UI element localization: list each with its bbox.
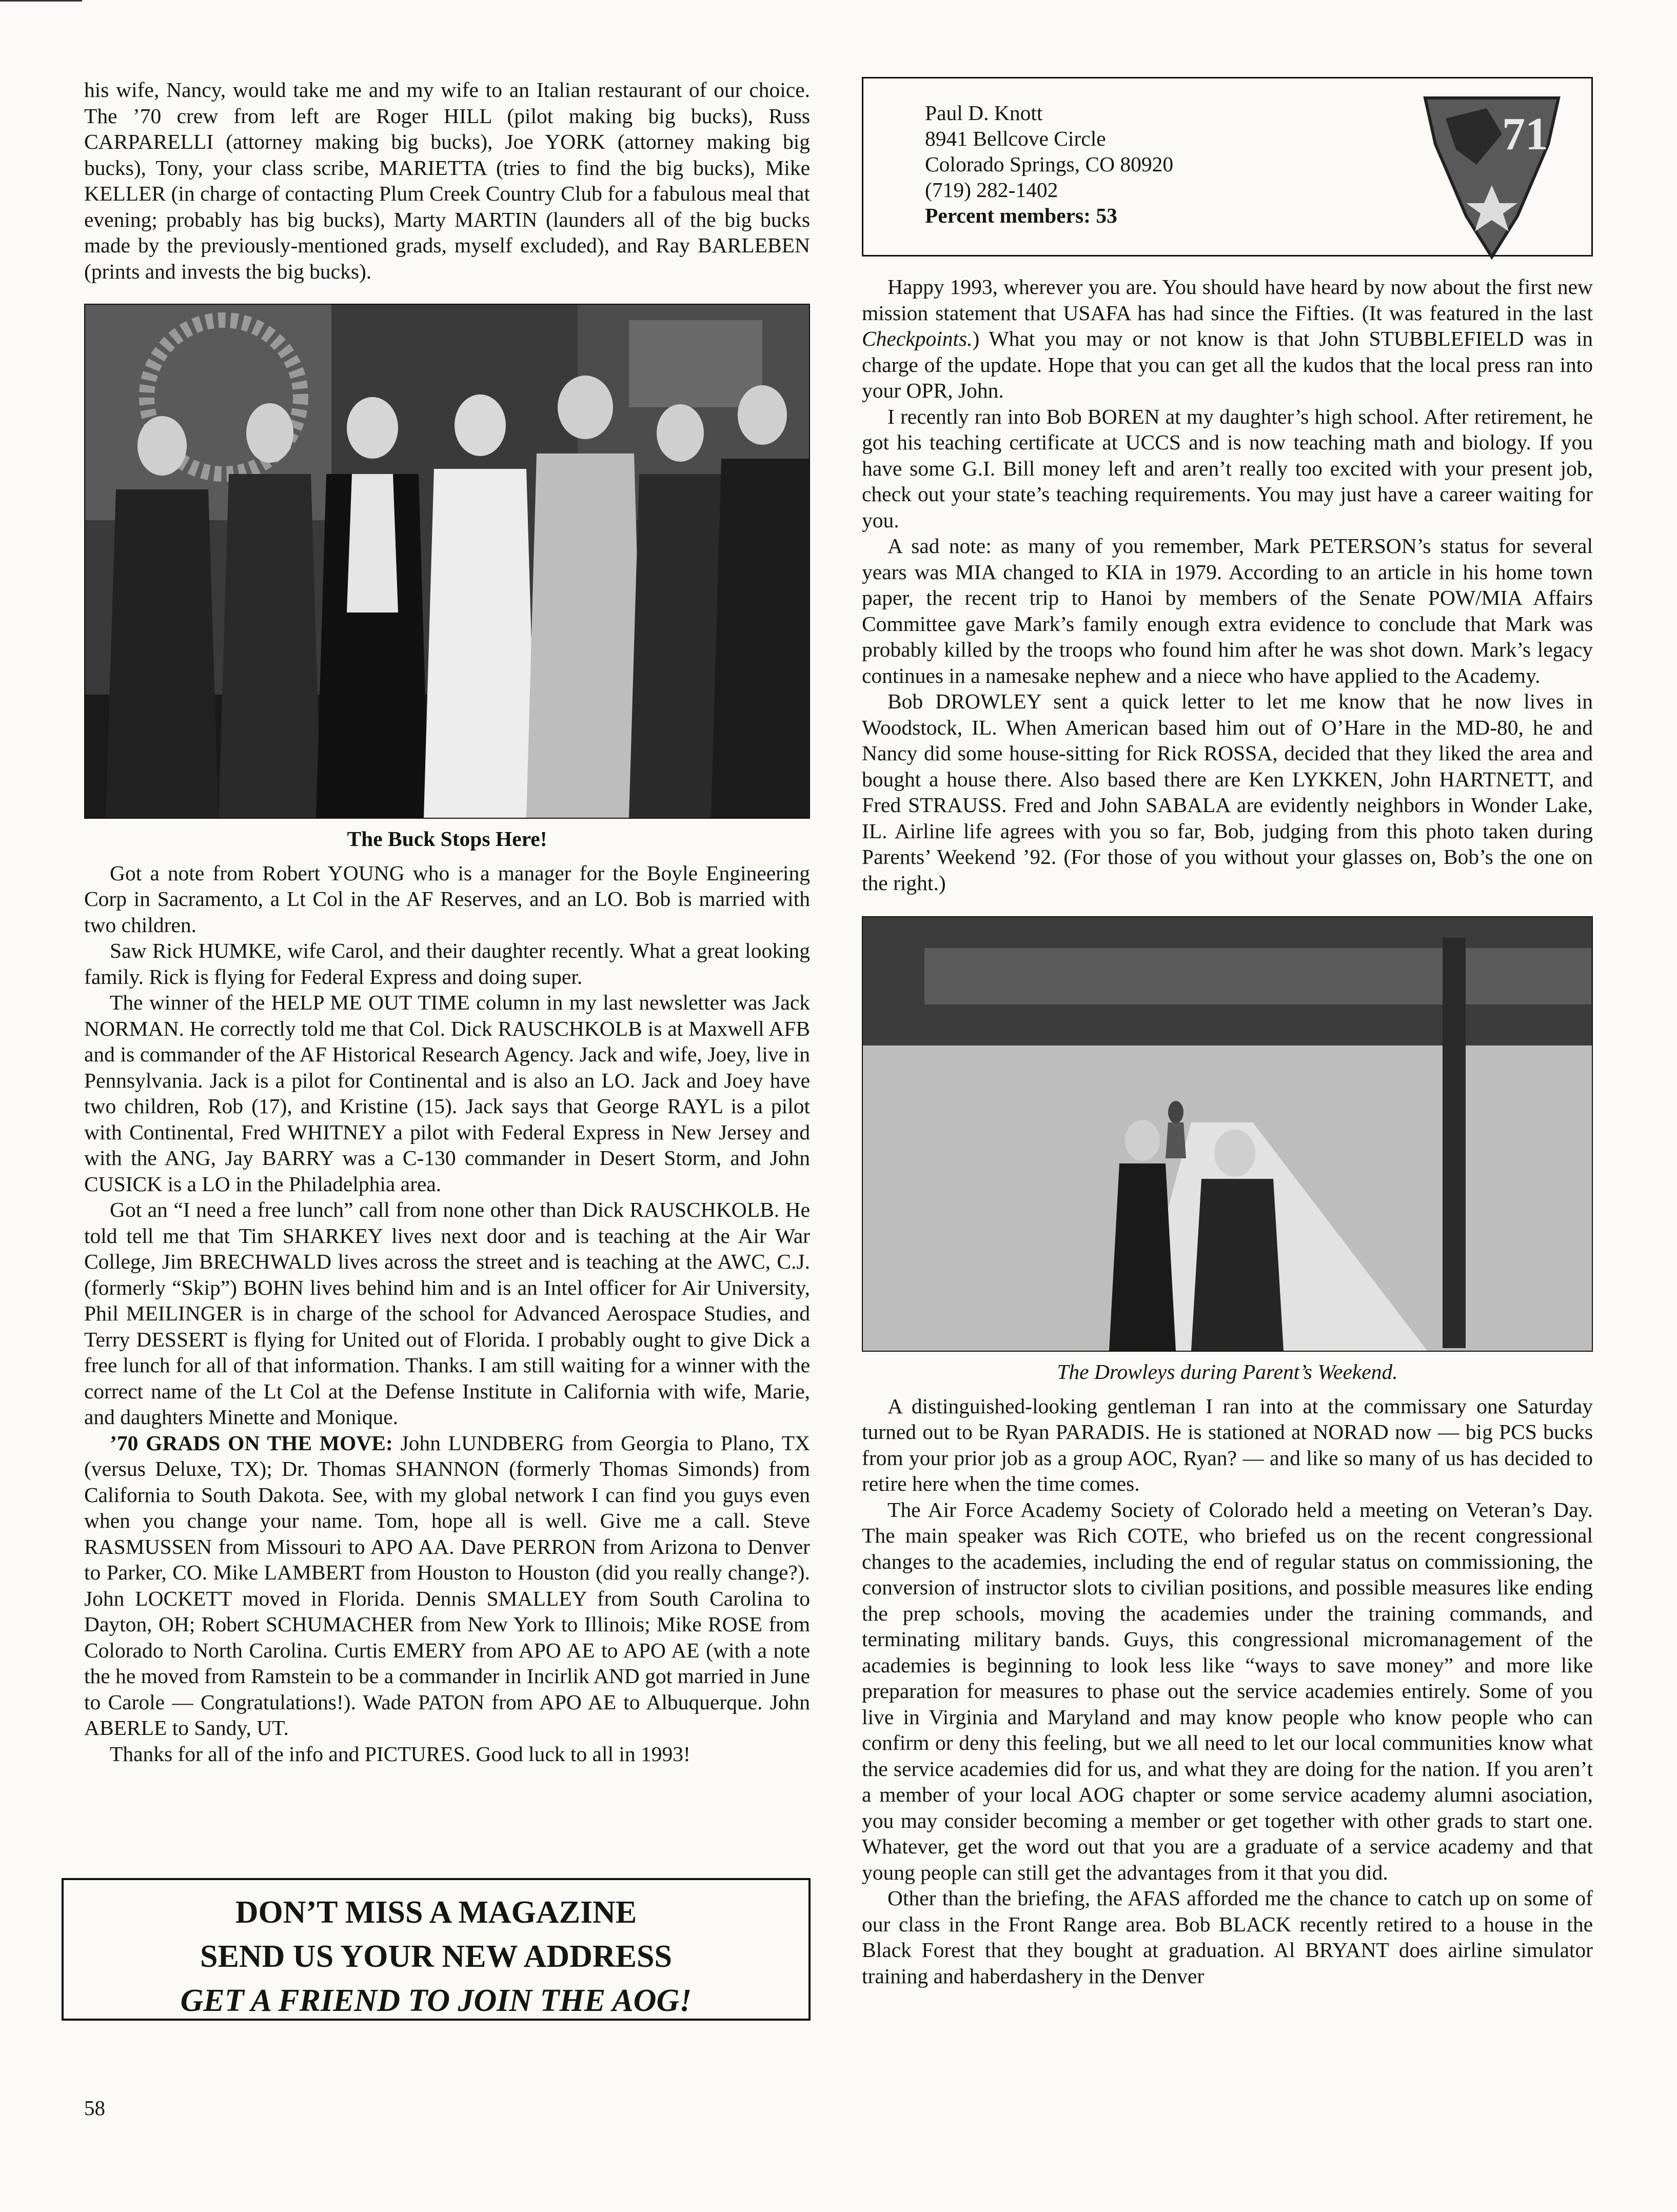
percent-members: Percent members: 53 xyxy=(925,204,1117,227)
paragraph-afas-meeting: The Air Force Academy Society of Colorado held a meeting on Veteran’s Day. The main speaker was Rich COTE, who briefed us on the recent congressional changes to the academies, including the end of regular status on commissioning, the conversion of instructor slots to civilian positions, and possible measures like ending the prep schools, moving the academies under the training commands, and terminating military bands. Guys, this congressional micromanagement of the academies is beginning to look less like “ways to save money” and more like preparation for measures to phase out the service academies entirely. Some of you live in Virginia and Maryland and may know people who know people who can confirm or deny this feeling, but we all need to let our local communities know what the service academies did for us, and what they are doing for the nation. If you aren’t a member of your local AOG chapter or some service academy alumni asociation, you may consider becoming a member or get together with other grads to start one. Whatever, get the word out that you are a graduate of a service academy and that young people can still get the advantages from it that you did. xyxy=(862,1497,1593,1884)
grads-heading: ’70 GRADS ON THE MOVE: xyxy=(110,1431,393,1455)
paragraph-drowley: Bob DROWLEY sent a quick letter to let me know that he now lives in Woodstock, IL. When American based him out of O’Hare in the MD-80, he and Nancy did some house-sitting for Rick ROSSA, decided that they liked the area and bought a house there. Also based there are Ken LYKKEN, John HARTNETT, and Fred STRAUSS. Fred and John SABALA are evidently neighbors in Wonder Lake, IL. Airline life agrees with you so far, Bob, judging from this photo taken during Parents’ Weekend ’92. (For those of you without your glasses on, Bob’s the one on the right.) xyxy=(862,689,1593,895)
ad-line-1: DON’T MISS A MAGAZINE xyxy=(235,1895,637,1930)
group-photo-figures xyxy=(85,305,809,818)
ad-line-3: GET A FRIEND TO JOIN THE AOG! xyxy=(180,1983,692,2018)
class-crest-icon xyxy=(1415,88,1569,262)
scribe-info-box xyxy=(862,77,1593,256)
paragraph-paradis: A distinguished-looking gentleman I ran into at the commissary one Saturday turned out to be Ryan PARADIS. He is stationed at NORAD now — big PCS bucks from your prior job as a group AOC, Ryan? — and like so many of us has decided to retire here when the time comes. xyxy=(862,1394,1593,1495)
mission-text-a: Happy 1993, wherever you are. You should have heard by now about the first new mission statement that USAFA has had since the Fifties. (It was featured in the last xyxy=(862,275,1593,325)
drowley-photo xyxy=(862,916,1593,1352)
grads-text: John LUNDBERG from Georgia to Plano, TX (versus Deluxe, TX); Dr. Thomas SHANNON (formerly Thomas Simonds) from California to South Dakota. See, with my global network I can find you guys even when you change your name. Tom, hope all is well. Give me a call. Steve RASMUSSEN from Missouri to APO AA. Dave PERRON from Arizona to Denver to Parker, CO. Mike LAMBERT from Houston to Houston (did you really change?). John LOCKETT moved in Florida. Dennis SMALLEY from South Carolina to Dayton, OH; Robert SCHUMACHER from New York to Illinois; Mike ROSE from Colorado to North Carolina. Curtis EMERY from APO AE to APO AE (with a note the he moved from Ramstein to be a commander in Incirlik AND got married in June to Carole — Congratulations!). Wade PATON from APO AE to Albuquerque. John ABERLE to Sandy, UT. xyxy=(84,1431,810,1740)
mission-text-b: ) What you may or not know is that John STUBBLEFIELD was in charge of the update. Hope that you can get all the kudos that the local press ran into your OPR, John. xyxy=(862,327,1593,402)
top-rule xyxy=(0,0,82,2)
paragraph-humke: Saw Rick HUMKE, wife Carol, and their daughter recently. What a great looking family. Rick is flying for Federal Express and doing super. xyxy=(84,939,810,989)
paragraph-rauschkolb: Got an “I need a free lunch” call from none other than Dick RAUSCHKOLB. He told tell me that Tim SHARKEY lives next door and is teaching at the Air War College, Jim BRECHWALD lives across the street and is teaching at the AWC, C.J. (formerly “Skip”) BOHN lives behind him and is an Intel officer for Air University, Phil MEILINGER is in charge of the school for Advanced Aerospace Studies, and Terry DESSERT is flying for United out of Florida. I probably ought to give Dick a free lunch for all of that information. Thanks. I am still waiting for a winner with the correct name of the Lt Col at the Defense Institute in California with wife, Marie, and daughters Minette and Monique. xyxy=(84,1198,810,1429)
paragraph-peterson: A sad note: as many of you remember, Mark PETERSON’s status for several years was MIA changed to KIA in 1979. According to an article in his home town paper, the recent trip to Hanoi by members of the Senate POW/MIA Affairs Committee gave Mark’s family enough extra evidence to conclude that Mark was probably killed by the troops who found him after he was shot down. Mark’s legacy continues in a namesake nephew and a niece who have applied to the Academy. xyxy=(862,534,1593,687)
paragraph-front-range: Other than the briefing, the AFAS afforded me the chance to catch up on some of our class in the Front Range area. Bob BLACK recently retired to a house in the Black Forest that they bought at graduation. Al BRYANT does airline simulator training and haberdashery in the Denver xyxy=(862,1886,1593,1988)
paragraph-norman: The winner of the HELP ME OUT TIME column in my last newsletter was Jack NORMAN. He correctly told me that Col. Dick RAUSCHKOLB is at Maxwell AFB and is commander of the AF Historical Research Agency. Jack and wife, Joey, live in Pennsylvania. Jack is a pilot for Continental and is also an LO. Jack and Joey have two children, Rob (17), and Kristine (15). Jack says that George RAYL is a pilot with Continental, Fred WHITNEY a pilot with Federal Express in New Jersey and with the ANG, Jay BARRY was a C-130 commander in Desert Storm, and John CUSICK is a LO in the Philadelphia area. xyxy=(84,991,810,1196)
page-number: 58 xyxy=(84,2096,105,2120)
paragraph-young: Got a note from Robert YOUNG who is a manager for the Boyle Engineering Corp in Sacramento, a Lt Col in the AF Reserves, and an LO. Bob is married with two children. xyxy=(84,861,810,937)
checkpoints-title: Checkpoints. xyxy=(862,327,973,350)
paragraph-boren: I recently ran into Bob BOREN at my daughter’s high school. After retirement, he got his teaching certificate at UCCS and is now teaching math and biology. If you have some G.I. Bill money left and aren’t really too excited with your present job, check out your state’s teaching requirements. You may just have a career waiting for you. xyxy=(862,404,1593,532)
group-photo-caption: The Buck Stops Here! xyxy=(347,827,547,851)
scribe-address-1: 8941 Bellcove Circle xyxy=(925,127,1106,150)
paragraph-mission-statement xyxy=(862,274,1593,404)
scribe-phone: (719) 282-1402 xyxy=(925,178,1058,202)
left-column xyxy=(84,77,810,1767)
paragraph-grads-on-the-move xyxy=(84,1430,810,1741)
aog-ad-box xyxy=(62,1878,811,2021)
scribe-address-2: Colorado Springs, CO 80920 xyxy=(925,152,1174,176)
scribe-name: Paul D. Knott xyxy=(925,101,1043,125)
crest-number: 71 xyxy=(1502,109,1548,160)
group-photo xyxy=(84,304,810,819)
drowley-photo-caption: The Drowleys during Parent’s Weekend. xyxy=(1057,1360,1398,1384)
drowley-photo-scene xyxy=(863,917,1592,1351)
ad-line-2: SEND US YOUR NEW ADDRESS xyxy=(200,1939,672,1974)
right-column xyxy=(862,77,1593,1989)
intro-paragraph: his wife, Nancy, would take me and my wife to an Italian restaurant of our choice. The ’70 crew from left are Roger HILL (pilot making big bucks), Russ CARPARELLI (attorney making big bucks), Joe YORK (attorney making big bucks), Tony, your class scribe, MARIETTA (tries to find the big bucks), Mike KELLER (in charge of contacting Plum Creek Country Club for a fabulous meal that evening; probably has big bucks), Marty MARTIN (launders all of the big bucks made by the previously-mentioned grads, myself excluded), and Ray BARLEBEN (prints and invests the big bucks). xyxy=(84,78,810,283)
paragraph-closing: Thanks for all of the info and PICTURES. Good luck to all in 1993! xyxy=(110,1742,690,1766)
